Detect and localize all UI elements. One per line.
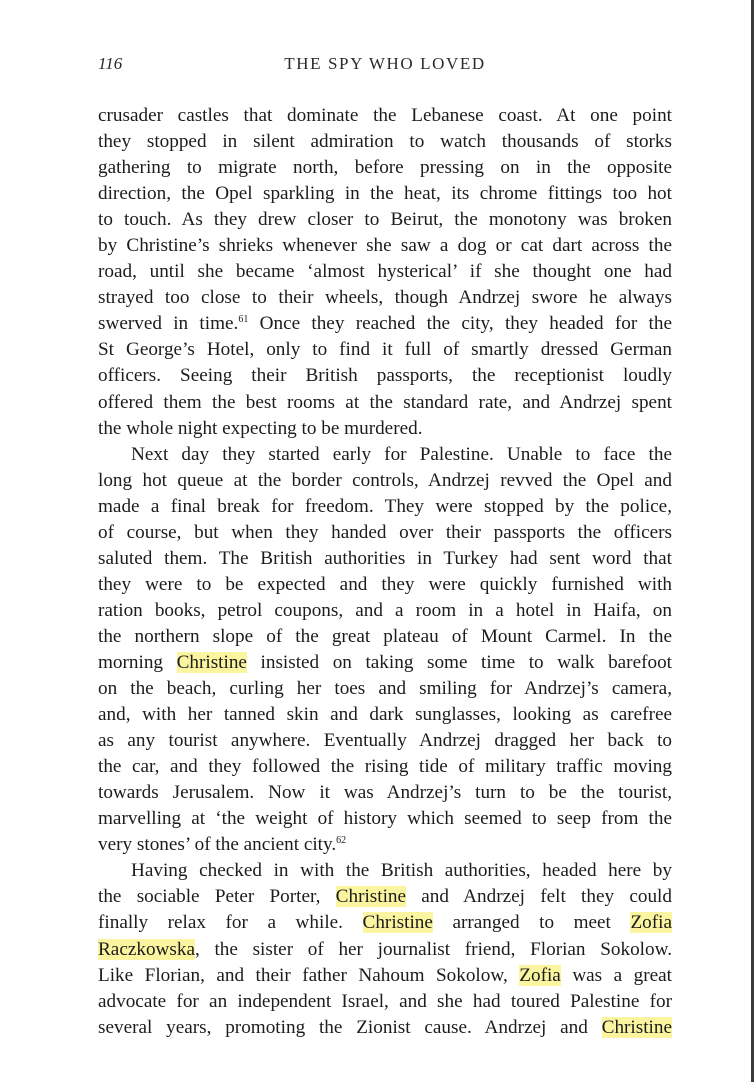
text-line bbox=[98, 728, 672, 754]
footnote-marker: 61 bbox=[238, 314, 249, 326]
text-segment: of course, but when they handed over their passports the officers bbox=[98, 521, 672, 543]
text-segment: direction, the Opel sparkling in the heat, its chrome fittings too hot bbox=[98, 183, 672, 205]
text-segment: gathering to migrate north, before pressing on in the opposite bbox=[98, 157, 672, 179]
text-segment: crusader castles that dominate the Lebanese coast. At one point bbox=[98, 105, 672, 126]
text-line bbox=[98, 650, 672, 676]
text-segment: very stones’ of the ancient city. bbox=[98, 834, 337, 856]
text-segment: marvelling at ‘the weight of history which seemed to seep from the bbox=[98, 808, 672, 830]
text-segment: strayed too close to their wheels, though Andrzej swore he always bbox=[98, 287, 672, 309]
text-line bbox=[98, 155, 672, 181]
text-segment: offered them the best rooms at the standard rate, and Andrzej spent bbox=[98, 391, 672, 413]
text-segment: Next day they started early for Palestine. Unable to face the bbox=[131, 443, 672, 465]
text-segment: ration books, petrol coupons, and a room in a hotel in Haifa, on bbox=[98, 599, 672, 621]
text-line bbox=[98, 285, 672, 311]
text-line bbox=[98, 963, 672, 989]
footnote-marker: 62 bbox=[336, 835, 347, 847]
highlighted-term: Zofia bbox=[630, 912, 672, 934]
text-segment: finally relax for a while. bbox=[98, 912, 363, 934]
text-line bbox=[98, 884, 672, 910]
text-line bbox=[98, 598, 672, 624]
text-segment: arranged to meet bbox=[432, 912, 631, 934]
text-segment: was a great bbox=[560, 964, 672, 986]
text-segment: the northern slope of the great plateau of Mount Carmel. In the bbox=[98, 625, 672, 647]
text-line bbox=[98, 702, 672, 728]
text-segment: by Christine’s shrieks whenever she saw a dog or cat dart across the bbox=[98, 235, 672, 257]
body-text bbox=[98, 103, 672, 1041]
text-segment: on the beach, curling her toes and smiling for Andrzej’s camera, bbox=[98, 678, 672, 700]
text-segment: road, until she became ‘almost hysterical’ if she thought one had bbox=[98, 261, 672, 283]
text-segment: they stopped in silent admiration to watch thousands of storks bbox=[98, 131, 672, 153]
text-segment: swerved in time. bbox=[98, 313, 239, 335]
text-line bbox=[98, 416, 672, 442]
text-line bbox=[98, 311, 672, 337]
highlighted-term: Christine bbox=[601, 1016, 672, 1038]
text-line bbox=[98, 780, 672, 806]
text-segment: advocate for an independent Israel, and she had toured Palestine for bbox=[98, 990, 672, 1012]
text-line bbox=[98, 572, 672, 598]
highlighted-term: Christine bbox=[335, 886, 407, 908]
text-line bbox=[98, 624, 672, 650]
text-line bbox=[98, 494, 672, 520]
text-segment: morning bbox=[98, 651, 177, 673]
text-segment: towards Jerusalem. Now it was Andrzej’s turn to be the tourist, bbox=[98, 782, 672, 804]
text-segment: the car, and they followed the rising tide of military traffic moving bbox=[98, 756, 672, 778]
text-line bbox=[98, 520, 672, 546]
highlighted-term: Zofia bbox=[519, 964, 561, 986]
text-line bbox=[98, 676, 672, 702]
text-line bbox=[98, 233, 672, 259]
text-segment: and, with her tanned skin and dark sunglasses, looking as carefree bbox=[98, 704, 672, 726]
text-line bbox=[98, 858, 672, 884]
text-line bbox=[98, 259, 672, 285]
text-line bbox=[98, 806, 672, 832]
page-header bbox=[98, 52, 672, 80]
text-segment: St George’s Hotel, only to find it full of smartly dressed German bbox=[98, 339, 672, 361]
text-segment: insisted on taking some time to walk barefoot bbox=[246, 651, 672, 673]
text-segment: the sociable Peter Porter, bbox=[98, 886, 336, 908]
text-line bbox=[98, 129, 672, 155]
text-line bbox=[98, 832, 672, 858]
text-segment: and Andrzej felt they could bbox=[406, 886, 672, 908]
text-segment: Having checked in with the British authorities, headed here by bbox=[131, 860, 672, 882]
text-line bbox=[98, 337, 672, 363]
text-line bbox=[98, 468, 672, 494]
text-segment: as any tourist anywhere. Eventually Andrzej dragged her back to bbox=[98, 730, 672, 752]
text-segment: officers. Seeing their British passports, the receptionist loudly bbox=[98, 365, 672, 387]
text-line bbox=[98, 937, 672, 963]
highlighted-term: Christine bbox=[362, 912, 433, 934]
text-segment: made a final break for freedom. They were stopped by the police, bbox=[98, 495, 672, 517]
text-segment: they were to be expected and they were quickly furnished with bbox=[98, 573, 672, 595]
text-line bbox=[98, 989, 672, 1015]
text-segment: the whole night expecting to be murdered. bbox=[98, 417, 423, 439]
text-segment: saluted them. The British authorities in Turkey had sent word that bbox=[98, 547, 672, 569]
text-line bbox=[98, 910, 672, 936]
text-segment: Like Florian, and their father Nahoum Sokolow, bbox=[98, 964, 520, 986]
text-line bbox=[98, 103, 672, 129]
text-segment: to touch. As they drew closer to Beirut, the monotony was broken bbox=[98, 209, 672, 231]
highlighted-term: Christine bbox=[176, 651, 247, 673]
text-line bbox=[98, 207, 672, 233]
text-line bbox=[98, 363, 672, 389]
text-line bbox=[98, 181, 672, 207]
text-line bbox=[98, 546, 672, 572]
text-segment: , the sister of her journalist friend, Florian Sokolow. bbox=[194, 938, 672, 960]
text-line bbox=[98, 754, 672, 780]
text-line bbox=[98, 442, 672, 468]
text-segment: long hot queue at the border controls, Andrzej revved the Opel and bbox=[98, 469, 672, 491]
text-line bbox=[98, 390, 672, 416]
highlighted-term: Raczkowska bbox=[98, 938, 195, 960]
page-number: 116 bbox=[98, 54, 123, 73]
text-segment: Once they reached the city, they headed for the bbox=[248, 313, 672, 335]
running-title: THE SPY WHO LOVED bbox=[284, 54, 486, 73]
text-line bbox=[98, 1015, 672, 1041]
text-segment: several years, promoting the Zionist cause. Andrzej and bbox=[98, 1016, 602, 1038]
